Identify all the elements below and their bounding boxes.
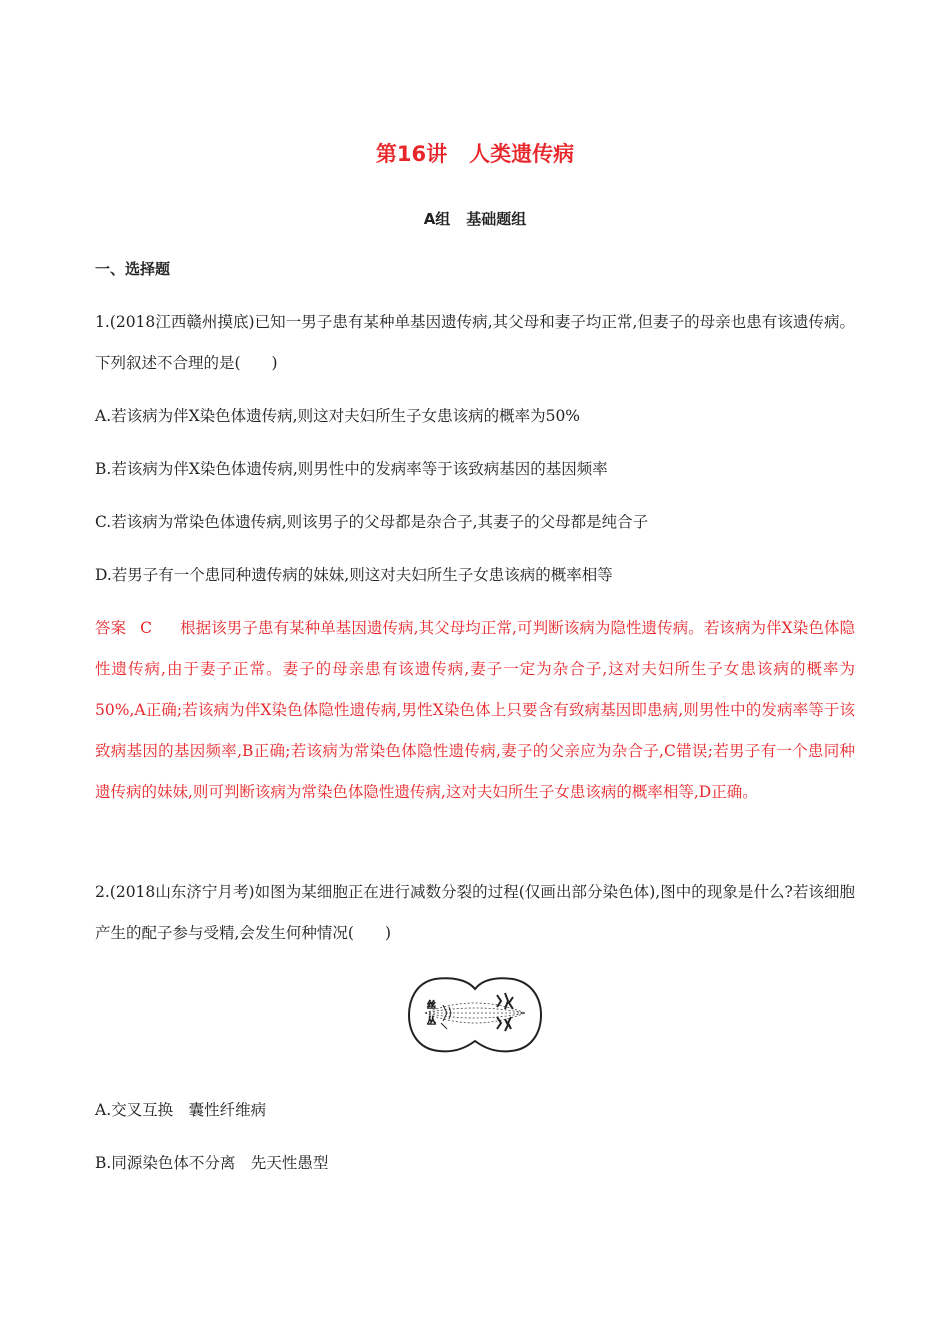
question-1-option-c: C.若该病为常染色体遗传病,则该男子的父母都是杂合子,其妻子的父母都是纯合子 [95, 513, 649, 531]
answer-choice: C [140, 619, 153, 637]
answer-explanation: 根据该男子患有某种单基因遗传病,其父母均正常,可判断该病为隐性遗传病。若该病为伴X染色体隐性遗传病,由于妻子正常。妻子的母亲患有该遗传病,妻子一定为杂合子,这对夫妇所生子女患该病的概率为50%,A正确;若该病为伴X染色体隐性遗传病,男性X染色体上只要含有致病基因即患病,则男性中的发病率等于该致病基因的基因频率,B正确;若该病为常染色体隐性遗传病,妻子的父亲应为杂合子,C错误;若男子有一个患同种遗传病的妹妹,则可判断该病为常染色体隐性遗传病,这对夫妇所生子女患该病的概率相等,D正确。 [95, 619, 855, 801]
section-heading: 一、选择题 [95, 260, 171, 278]
question-1-option-d: D.若男子有一个患同种遗传病的妹妹,则这对夫妇所生子女患该病的概率相等 [95, 566, 613, 584]
svg-text:丝: 丝 [427, 1001, 437, 1011]
question-1-option-b: B.若该病为伴X染色体遗传病,则男性中的发病率等于该致病基因的基因频率 [95, 460, 608, 478]
meiosis-cell-figure [405, 975, 545, 1055]
answer-label: 答案 [95, 619, 127, 637]
question-1-answer [95, 608, 855, 813]
question-2-option-b: B.同源染色体不分离 先天性愚型 [95, 1154, 329, 1172]
group-name: 基础题组 [466, 210, 527, 228]
right-pole-chromosomes [497, 993, 513, 1031]
question-1-option-a: A.若该病为伴X染色体遗传病,则这对夫妇所生子女患该病的概率为50% [95, 407, 581, 425]
lecture-number: 第16讲 [375, 142, 448, 166]
question-1-stem: 1.(2018江西赣州摸底)已知一男子患有某种单基因遗传病,其父母和妻子均正常,但妻子的母亲也患有该遗传病。下列叙述不合理的是( ) [95, 313, 855, 372]
lecture-topic: 人类遗传病 [469, 142, 575, 166]
group-heading [0, 208, 950, 229]
page-title [0, 138, 950, 168]
group-label: A组 [423, 210, 451, 228]
left-pole-chromosomes [427, 1000, 451, 1029]
question-2-option-a: A.交叉互换 囊性纤维病 [95, 1101, 267, 1119]
question-2-stem: 2.(2018山东济宁月考)如图为某细胞正在进行减数分裂的过程(仅画出部分染色体),图中的现象是什么?若该细胞产生的配子参与受精,会发生何种情况( ) [95, 883, 855, 942]
svg-text:丛: 丛 [427, 1017, 437, 1027]
